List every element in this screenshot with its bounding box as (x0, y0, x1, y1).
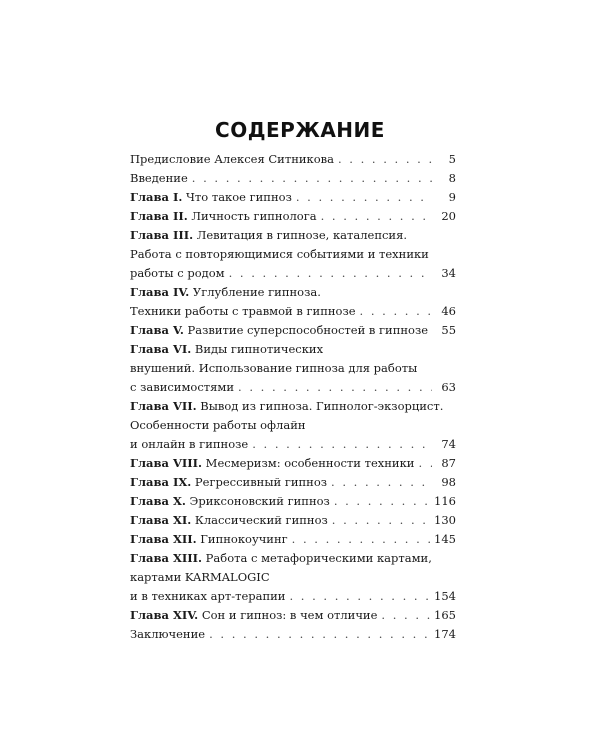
toc-entry (130, 188, 456, 207)
toc-entry-continuation (130, 568, 456, 587)
dot-leader (229, 264, 432, 283)
toc-entry (130, 454, 456, 473)
dot-leader (238, 378, 432, 397)
dot-leader (360, 302, 432, 321)
dot-leader (321, 207, 432, 226)
entry-title: Особенности работы офлайн (130, 418, 306, 432)
chapter-number: Глава II. (130, 209, 188, 223)
toc-entry-line (130, 454, 456, 473)
entry-title: Сон и гипноз: в чем отличие (201, 608, 378, 622)
entry-title: Вывод из гипноза. Гипнолог-экзорцист. (200, 399, 444, 413)
page-number: 130 (434, 513, 456, 527)
page-number: 55 (441, 323, 457, 337)
dot-leader (296, 188, 432, 207)
toc-entry-line (130, 150, 456, 169)
page-number: 154 (434, 589, 456, 603)
table-of-contents (130, 150, 456, 644)
toc-entry-line (130, 492, 456, 511)
chapter-number: Глава XII. (130, 532, 197, 546)
toc-entry-line (130, 606, 456, 625)
entry-title: Личность гипнолога (191, 209, 317, 223)
chapter-number: Глава I. (130, 190, 183, 204)
toc-entry-line (130, 435, 456, 454)
page-number: 20 (441, 209, 456, 223)
toc-entry (130, 169, 456, 188)
toc-entry-continuation (130, 416, 456, 435)
entry-title: внушений. Использование гипноза для работы (130, 361, 418, 375)
toc-entry (130, 397, 456, 454)
toc-entry (130, 321, 456, 340)
entry-title: Техники работы с травмой в гипнозе (130, 304, 356, 318)
dot-leader (252, 435, 432, 454)
toc-entry-line (130, 625, 456, 644)
entry-title: Месмеризм: особенности техники (205, 456, 415, 470)
page-number: 98 (441, 475, 456, 489)
entry-title: Эриксоновский гипноз (189, 494, 330, 508)
page-number: 5 (448, 152, 456, 166)
chapter-number: Глава VII. (130, 399, 197, 413)
toc-entry-line (130, 378, 456, 397)
toc-entry (130, 492, 456, 511)
dot-leader (192, 169, 432, 188)
entry-title: Регрессивный гипноз (194, 475, 328, 489)
page-number: 174 (434, 627, 456, 641)
toc-entry-continuation (130, 340, 456, 359)
dot-leader (289, 587, 430, 606)
chapter-number: Глава VIII. (130, 456, 203, 470)
page-title: СОДЕРЖАНИЕ (215, 118, 385, 142)
page-number: 165 (434, 608, 456, 622)
toc-entry-continuation (130, 549, 456, 568)
entry-title: Развитие суперспособностей в гипнозе (187, 323, 429, 337)
chapter-number: Глава III. (130, 228, 194, 242)
dot-leader (332, 511, 430, 530)
chapter-number: Глава IV. (130, 285, 190, 299)
toc-entry (130, 283, 456, 321)
page-number: 145 (434, 532, 456, 546)
entry-title: и в техниках арт-терапии (130, 589, 286, 603)
chapter-number: Глава XIV. (130, 608, 199, 622)
entry-title: работы с родом (130, 266, 225, 280)
toc-entry-line (130, 530, 456, 549)
toc-entry (130, 606, 456, 625)
toc-entry (130, 207, 456, 226)
toc-entry (130, 473, 456, 492)
page-number: 116 (434, 494, 456, 508)
entry-title: Заключение (130, 627, 206, 641)
toc-entry (130, 340, 456, 397)
dot-leader (381, 606, 430, 625)
chapter-number: Глава V. (130, 323, 184, 337)
toc-entry-line (130, 587, 456, 606)
chapter-number: Глава X. (130, 494, 186, 508)
toc-entry (130, 511, 456, 530)
entry-title: Что такое гипноз (186, 190, 292, 204)
entry-title: Левитация в гипнозе, каталепсия. (196, 228, 407, 242)
toc-entry-line (130, 302, 456, 321)
toc-entry-line (130, 511, 456, 530)
toc-entry (130, 549, 456, 606)
entry-title: Классический гипноз (194, 513, 328, 527)
toc-entry-line (130, 473, 456, 492)
toc-entry-line (130, 207, 456, 226)
toc-entry (130, 530, 456, 549)
entry-title: Работа с метафорическими картами, (205, 551, 432, 565)
page-number: 9 (448, 190, 456, 204)
page-number: 74 (441, 437, 456, 451)
page-number: 63 (441, 380, 456, 394)
dot-leader (292, 530, 430, 549)
entry-title: Введение (130, 171, 188, 185)
entry-title: Предисловие Алексея Ситникова (130, 152, 334, 166)
dot-leader (418, 454, 432, 473)
entry-title: Гипнокоучинг (200, 532, 288, 546)
chapter-number: Глава XI. (130, 513, 192, 527)
toc-entry (130, 150, 456, 169)
toc-entry-continuation (130, 283, 456, 302)
toc-entry-line (130, 264, 456, 283)
chapter-number: Глава IX. (130, 475, 192, 489)
page-number: 46 (441, 304, 456, 318)
toc-entry-continuation (130, 245, 456, 264)
toc-entry (130, 226, 456, 283)
page-number: 34 (441, 266, 456, 280)
entry-title: Виды гипнотических (194, 342, 324, 356)
dot-leader (209, 625, 430, 644)
page-number: 87 (441, 456, 456, 470)
entry-title: Работа с повторяющимися событиями и техники (130, 247, 429, 261)
entry-title: Углубление гипноза. (192, 285, 321, 299)
dot-leader (331, 473, 432, 492)
chapter-number: Глава XIII. (130, 551, 203, 565)
chapter-number: Глава VI. (130, 342, 192, 356)
toc-entry-continuation (130, 359, 456, 378)
dot-leader (334, 492, 430, 511)
toc-entry-continuation (130, 397, 456, 416)
toc-entry-line (130, 169, 456, 188)
toc-entry-line (130, 321, 456, 340)
toc-entry (130, 625, 456, 644)
toc-entry-continuation (130, 226, 456, 245)
entry-title: картами KARMALOGIC (130, 570, 270, 584)
dot-leader (338, 150, 432, 169)
entry-title: с зависимостями (130, 380, 235, 394)
page-number: 8 (448, 171, 456, 185)
entry-title: и онлайн в гипнозе (130, 437, 249, 451)
toc-entry-line (130, 188, 456, 207)
